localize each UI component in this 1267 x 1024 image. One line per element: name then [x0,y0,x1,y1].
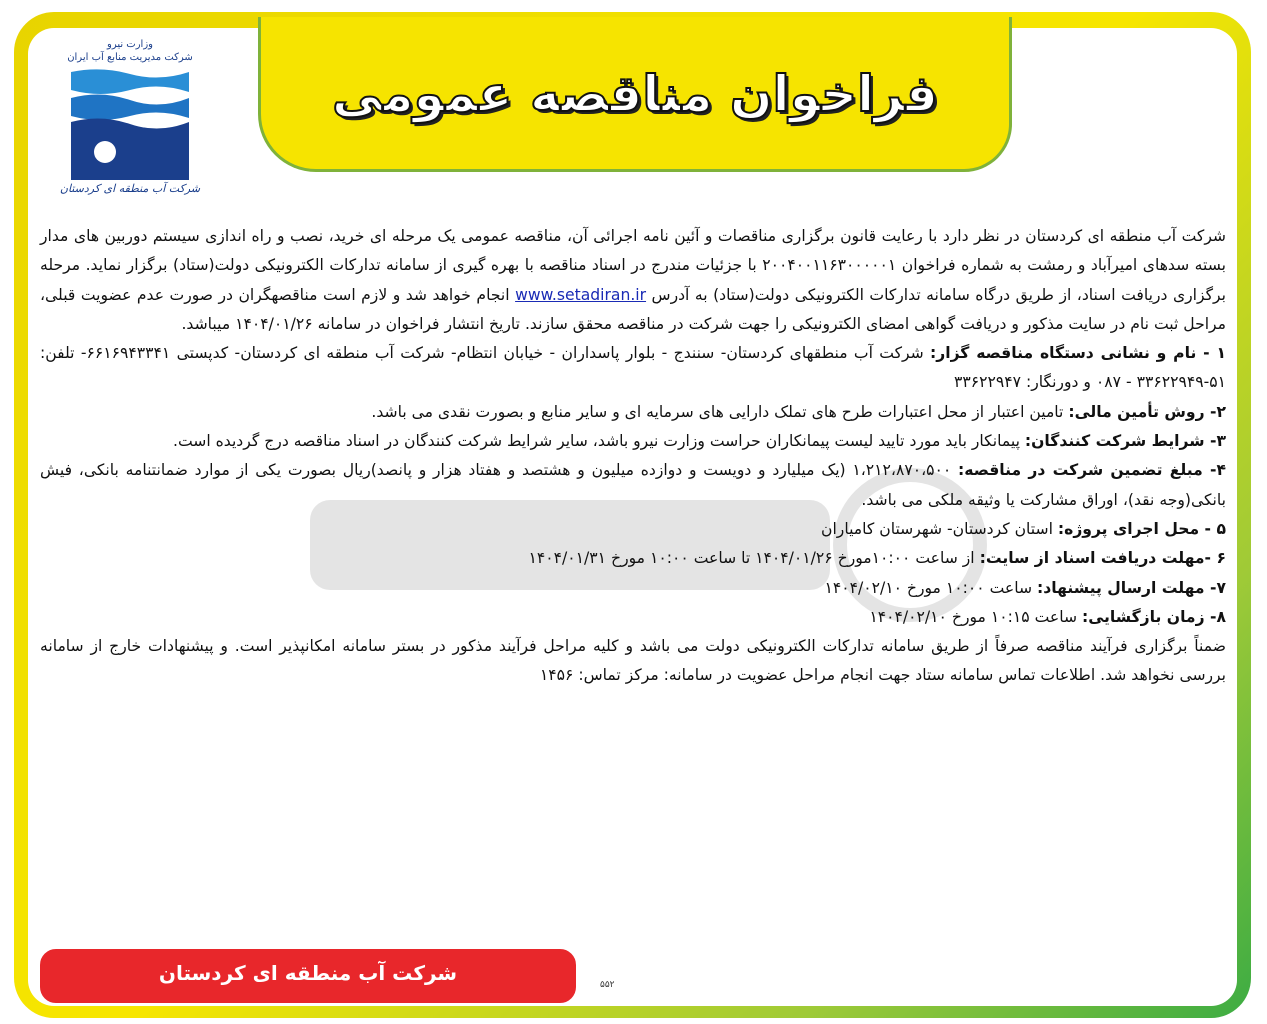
item-6 [40,544,1226,573]
item-2 [40,398,1226,427]
item-5 [40,515,1226,544]
page-title: فراخوان مناقصه عمومی [331,65,939,123]
setadiran-link[interactable]: www.setadiran.ir [515,285,647,304]
closing-note: ضمناً برگزاری فرآیند مناقصه صرفاً از طریق سامانه تدارکات الکترونیکی دولت می باشد و کلیه مراحل فرآیند مذکور در بستر سامانه امکانپذیر است. و پیشنهادات خارج از سامانه بررسی نخواهد شد. اطلاعات تماس سامانه ستاد جهت انجام مراحل عضویت در سامانه: مرکز تماس: ۱۴۵۶ [40,637,1226,685]
page-number: ۵۵۲ [600,980,615,990]
logo-parent-company-text: شرکت مدیریت منابع آب ایران [67,52,193,63]
company-logo [45,38,215,213]
logo-company-text: شرکت آب منطقه ای کردستان [59,182,201,195]
item-4-label: ۴- مبلغ تضمین شرکت در مناقصه: [958,461,1226,480]
intro-text-2: انجام خواهد شد و لازم است مناقصهگران در صورت عدم عضویت قبلی، مراحل ثبت نام در سایت مذکور و دریافت گواهی امضای الکترونیکی را جهت شرکت در مناقصه محقق سازند. تاریخ انتشار فراخوان در سامانه ۱۴۰۴/۰۱/۲۶ میباشد. [40,285,1226,333]
intro-text-1: شرکت آب منطقه ای کردستان در نظر دارد با رعایت قانون برگزاری مناقصات و آئین نامه اجرائی آن، مناقصه عمومی یک مرحله ای خرید، نصب و راه اندازی سیستم دوربین های مدار بسته سدهای امیرآباد و رمشت به شماره فراخوان ۲۰۰۴۰۰۱۱۶۳۰۰۰۰۰۱ با جزئیات مندرج در اسناد مناقصه با بهره گیری از سامانه تدارکات الکترونیکی دولت(ستاد) برگزار نماید. مرحله برگزاری دریافت اسناد، از طریق درگاه سامانه تدارکات الکترونیکی دولت(ستاد) به آدرس [40,227,1226,304]
logo-ministry-text: وزارت نیرو [106,39,153,50]
item-4 [40,456,1226,515]
item-1-text: شرکت آب منطقهای کردستان- سنندج - بلوار پاسداران - خیابان انتظام- شرکت آب منطقه ای کردستان- کدپستی ۶۶۱۶۹۴۳۳۴۱- تلفن: ۵۱-۳۳۶۲۲۹۴۹ - ۰۸۷ و دورنگار: ۳۳۶۲۲۹۴۷ [40,344,1226,392]
title-banner [258,17,1012,172]
footer-banner [38,947,578,1005]
item-5-text: استان کردستان- شهرستان کامیاران [821,519,1053,538]
item-7-label: ۷- مهلت ارسال پیشنهاد: [1037,578,1226,597]
tender-body [40,222,1226,691]
item-4-text: ۱،۲۱۲،۸۷۰،۵۰۰ (یک میلیارد و دویست و دوازده میلیون و هشتصد و هفتاد هزار و پانصد)ریال بصورت یکی از موارد ضمانتنامه بانکی، فیش بانکی(وجه نقد)، اوراق مشارکت یا وثیقه ملکی می باشد. [40,461,1226,509]
water-wave-logo-icon [71,68,189,180]
item-2-label: ۲- روش تأمین مالی: [1068,402,1226,421]
item-7-text: ساعت ۱۰:۰۰ مورخ ۱۴۰۴/۰۲/۱۰ [824,578,1033,597]
item-5-label: ۵ - محل اجرای پروژه: [1057,519,1226,538]
item-6-text: از ساعت ۱۰:۰۰مورخ ۱۴۰۴/۰۱/۲۶ تا ساعت ۱۰:۰۰ مورخ ۱۴۰۴/۰۱/۳۱ [528,549,975,568]
item-8 [40,603,1226,632]
item-2-text: تامین اعتبار از محل اعتبارات طرح های تملک دارایی های سرمایه ای و سایر منابع و بصورت نقدی می باشد. [371,402,1064,421]
item-1 [40,339,1226,398]
item-3-text: پیمانکار باید مورد تایید لیست پیمانکاران حراست وزارت نیرو باشد، سایر شرایط شرکت کنندگان در اسناد مناقصه درج گردیده است. [172,432,1020,451]
item-7 [40,574,1226,603]
item-1-label: ۱ - نام و نشانی دستگاه مناقصه گزار: [930,344,1226,363]
intro-paragraph [40,222,1226,339]
item-3-label: ۳- شرایط شرکت کنندگان: [1024,432,1226,451]
item-8-label: ۸- زمان بازگشایی: [1081,607,1226,626]
item-3 [40,427,1226,456]
item-8-text: ساعت ۱۰:۱۵ مورخ ۱۴۰۴/۰۲/۱۰ [869,607,1078,626]
item-6-label: ۶ -مهلت دریافت اسناد از سایت: [979,549,1226,568]
footer-company-name: شرکت آب منطقه ای کردستان [158,961,458,985]
